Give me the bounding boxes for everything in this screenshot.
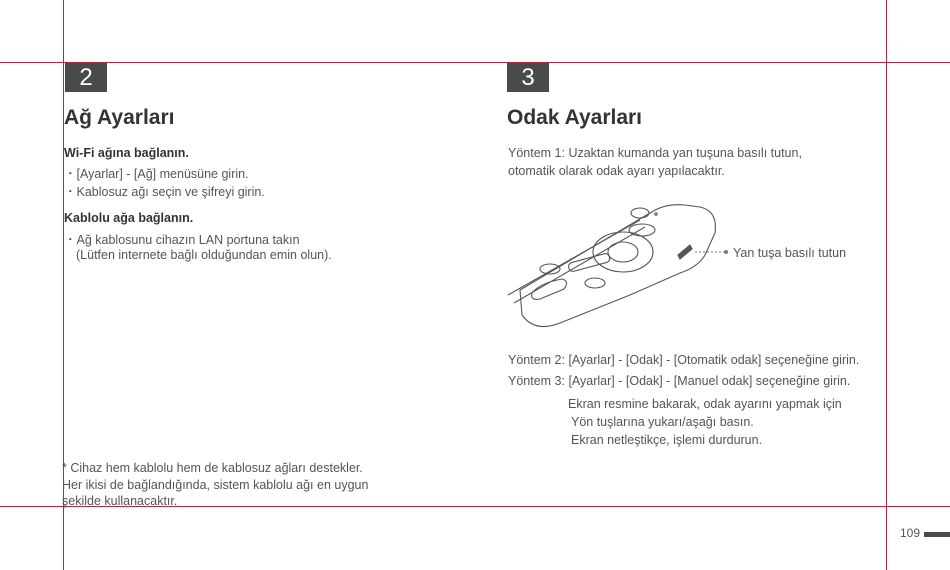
manual-step-3: Ekran netleştikçe, işlemi durdurun. bbox=[571, 433, 763, 447]
network-footnote-2: Her ikisi de bağlandığında, sistem kablolu ağı en uygun bbox=[62, 478, 369, 492]
method-2: Yöntem 2: [Ayarlar] - [Odak] - [Otomatik odak] seçeneğine girin. bbox=[508, 353, 860, 367]
method-3: Yöntem 3: [Ayarlar] - [Odak] - [Manuel odak] seçeneğine girin. bbox=[508, 374, 851, 388]
method-1-line-2: otomatik olarak odak ayarı yapılacaktır. bbox=[508, 164, 725, 178]
method-1-line-1: Yöntem 1: Uzaktan kumanda yan tuşuna basılı tutun, bbox=[508, 146, 802, 160]
step-badge-2: 2 bbox=[65, 63, 107, 92]
manual-step-1: Ekran resmine bakarak, odak ayarını yapmak için bbox=[568, 397, 842, 411]
trim-line-right bbox=[886, 0, 887, 570]
network-footnote-3: şekilde kullanacaktır. bbox=[62, 494, 178, 508]
side-key-callout: Yan tuşa basılı tutun bbox=[733, 246, 847, 260]
wifi-step-1: ・[Ayarlar] - [Ağ] menüsüne girin. bbox=[64, 167, 249, 181]
page-number: 109 bbox=[899, 526, 920, 540]
wired-step-note: (Lütfen internete bağlı olduğundan emin olun). bbox=[76, 248, 332, 262]
wifi-step-2: ・Kablosuz ağı seçin ve şifreyi girin. bbox=[64, 185, 265, 199]
trim-line-top bbox=[0, 62, 950, 63]
step-badge-3: 3 bbox=[507, 63, 549, 92]
network-settings-title: Ağ Ayarları bbox=[64, 106, 175, 129]
wifi-heading: Wi-Fi ağına bağlanın. bbox=[64, 146, 189, 160]
page-marker bbox=[924, 532, 950, 537]
focus-settings-title: Odak Ayarları bbox=[507, 106, 643, 129]
wired-heading: Kablolu ağa bağlanın. bbox=[64, 211, 194, 225]
manual-step-2: Yön tuşlarına yukarı/aşağı basın. bbox=[571, 415, 754, 429]
remote-control-illustration bbox=[500, 195, 880, 330]
network-footnote-1: * Cihaz hem kablolu hem de kablosuz ağları destekler. bbox=[62, 461, 363, 475]
wired-step-1: ・Ağ kablosunu cihazın LAN portuna takın bbox=[64, 233, 300, 247]
